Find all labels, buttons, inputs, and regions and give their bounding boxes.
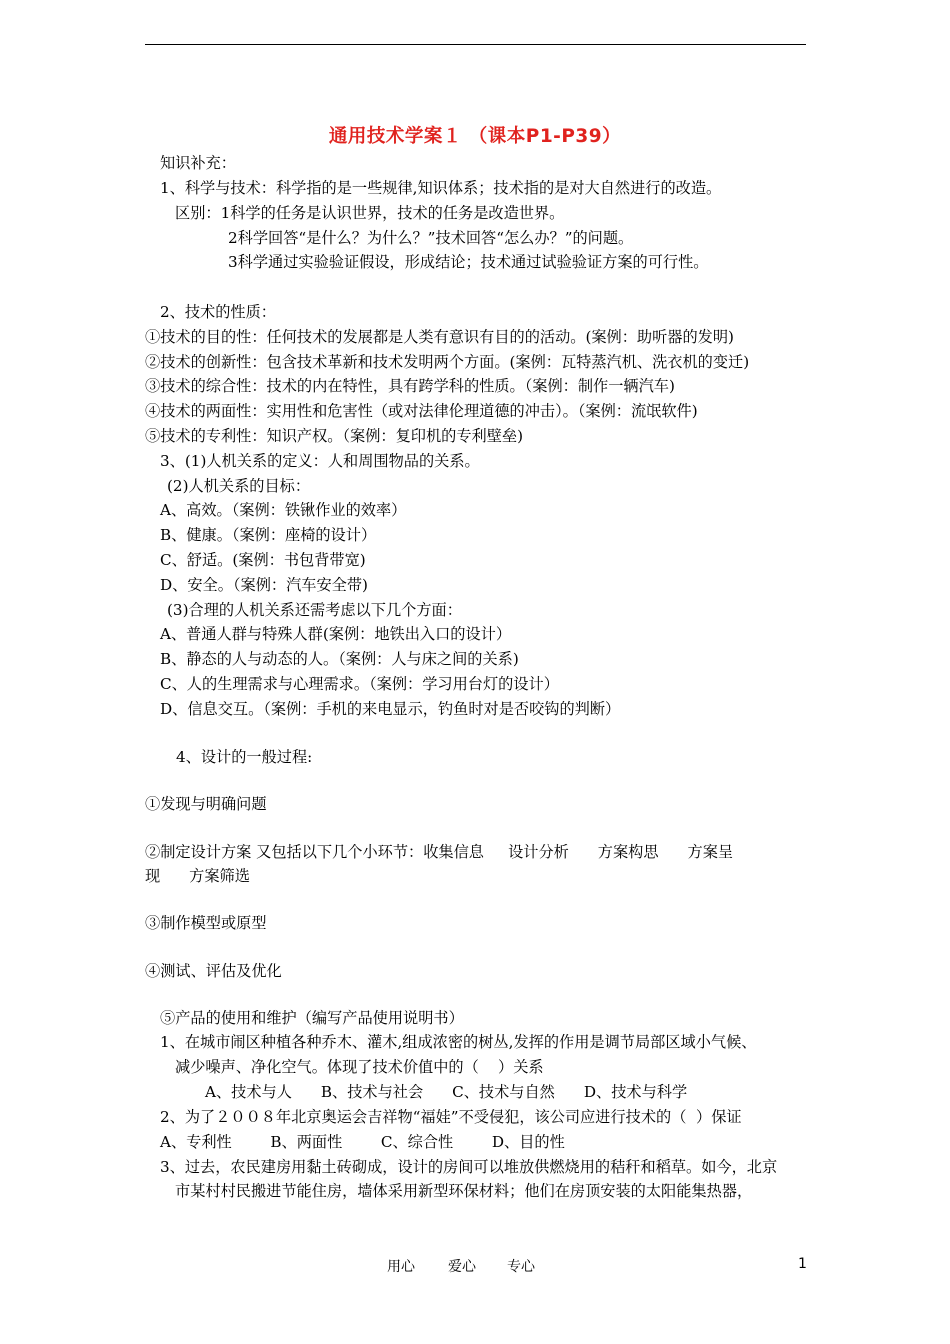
text-line: ⑤技术的专利性：知识产权。（案例：复印机的专利壁垒) bbox=[145, 427, 524, 445]
document-title: 通用技术学案１ （课本P1-P39） bbox=[328, 126, 622, 147]
question-text: 3、过去，农民建房用黏土砖砌成，设计的房间可以堆放供燃烧用的秸秆和稻草。如今，北京 bbox=[160, 1158, 778, 1176]
section-heading: 知识补充： bbox=[160, 154, 236, 172]
section-heading: 2、技术的性质： bbox=[160, 303, 276, 321]
question-text: 1、在城市闹区种植各种乔木、灌木,组成浓密的树丛,发挥的作用是调节局部区域小气候、 bbox=[160, 1033, 757, 1051]
question-text: 市某村村民搬进节能住房，墙体采用新型环保材料；他们在房顶安装的太阳能集热器， bbox=[175, 1182, 753, 1200]
question-options: A、技术与人 B、技术与社会 C、技术与自然 D、技术与科学 bbox=[205, 1083, 688, 1101]
section-heading: 3、(1)人机关系的定义：人和周围物品的关系。 bbox=[160, 452, 480, 470]
text-line: 区别：1科学的任务是认识世界，技术的任务是改造世界。 bbox=[175, 204, 565, 222]
text-line: (3)合理的人机关系还需考虑以下几个方面： bbox=[167, 601, 462, 619]
footer-motto-1: 用心 bbox=[387, 1259, 415, 1275]
text-line: A、普通人群与特殊人群(案例：地铁出入口的设计） bbox=[160, 625, 512, 643]
text-line: ⑤产品的使用和维护（编写产品使用说明书） bbox=[160, 1009, 464, 1027]
page-number: 1 bbox=[798, 1256, 807, 1272]
text-line: ①技术的目的性：任何技术的发展都是人类有意识有目的的活动。(案例：助听器的发明) bbox=[145, 328, 734, 346]
text-line: D、信息交互。（案例：手机的来电显示，钓鱼时对是否咬钩的判断） bbox=[160, 700, 621, 718]
text-line: ④测试、评估及优化 bbox=[145, 962, 282, 980]
text-line: 2科学回答“是什么？为什么？”技术回答“怎么办？”的问题。 bbox=[228, 229, 634, 247]
text-line: (2)人机关系的目标： bbox=[167, 477, 311, 495]
question-text: 2、为了２００８年北京奥运会吉祥物“福娃”不受侵犯，该公司应进行技术的（ ）保证 bbox=[160, 1108, 742, 1126]
question-text: 减少噪声、净化空气。体现了技术价值中的（ ）关系 bbox=[175, 1058, 544, 1076]
text-line: 1、科学与技术：科学指的是一些规律,知识体系；技术指的是对大自然进行的改造。 bbox=[160, 179, 722, 197]
text-line: B、健康。（案例：座椅的设计） bbox=[160, 526, 377, 544]
text-line: ①发现与明确问题 bbox=[145, 795, 267, 813]
text-line: ②技术的创新性：包含技术革新和技术发明两个方面。(案例：瓦特蒸汽机、洗衣机的变迁) bbox=[145, 353, 750, 371]
text-line: ②制定设计方案 又包括以下几个小环节：收集信息 设计分析 方案构思 方案呈 bbox=[145, 843, 734, 861]
text-line: 3科学通过实验验证假设，形成结论；技术通过试验验证方案的可行性。 bbox=[228, 253, 709, 271]
text-line: 现 方案筛选 bbox=[145, 867, 250, 885]
text-line: C、人的生理需求与心理需求。（案例：学习用台灯的设计） bbox=[160, 675, 559, 693]
footer-motto-3: 专心 bbox=[507, 1259, 535, 1275]
text-line: ③制作模型或原型 bbox=[145, 914, 267, 932]
text-line: A、高效。（案例：铁锹作业的效率） bbox=[160, 501, 407, 519]
text-line: ④技术的两面性：实用性和危害性（或对法律伦理道德的冲击）。（案例：流氓软件) bbox=[145, 402, 698, 420]
question-options: A、专利性 B、两面性 C、综合性 D、目的性 bbox=[160, 1133, 565, 1151]
header-rule bbox=[145, 44, 806, 45]
footer-motto-2: 爱心 bbox=[448, 1259, 476, 1275]
text-line: B、静态的人与动态的人。（案例：人与床之间的关系) bbox=[160, 650, 519, 668]
text-line: C、舒适。(案例：书包背带宽) bbox=[160, 551, 366, 569]
section-heading: 4、设计的一般过程: bbox=[176, 748, 313, 766]
text-line: D、安全。（案例：汽车安全带) bbox=[160, 576, 368, 594]
text-line: ③技术的综合性：技术的内在特性，具有跨学科的性质。（案例：制作一辆汽车) bbox=[145, 377, 675, 395]
